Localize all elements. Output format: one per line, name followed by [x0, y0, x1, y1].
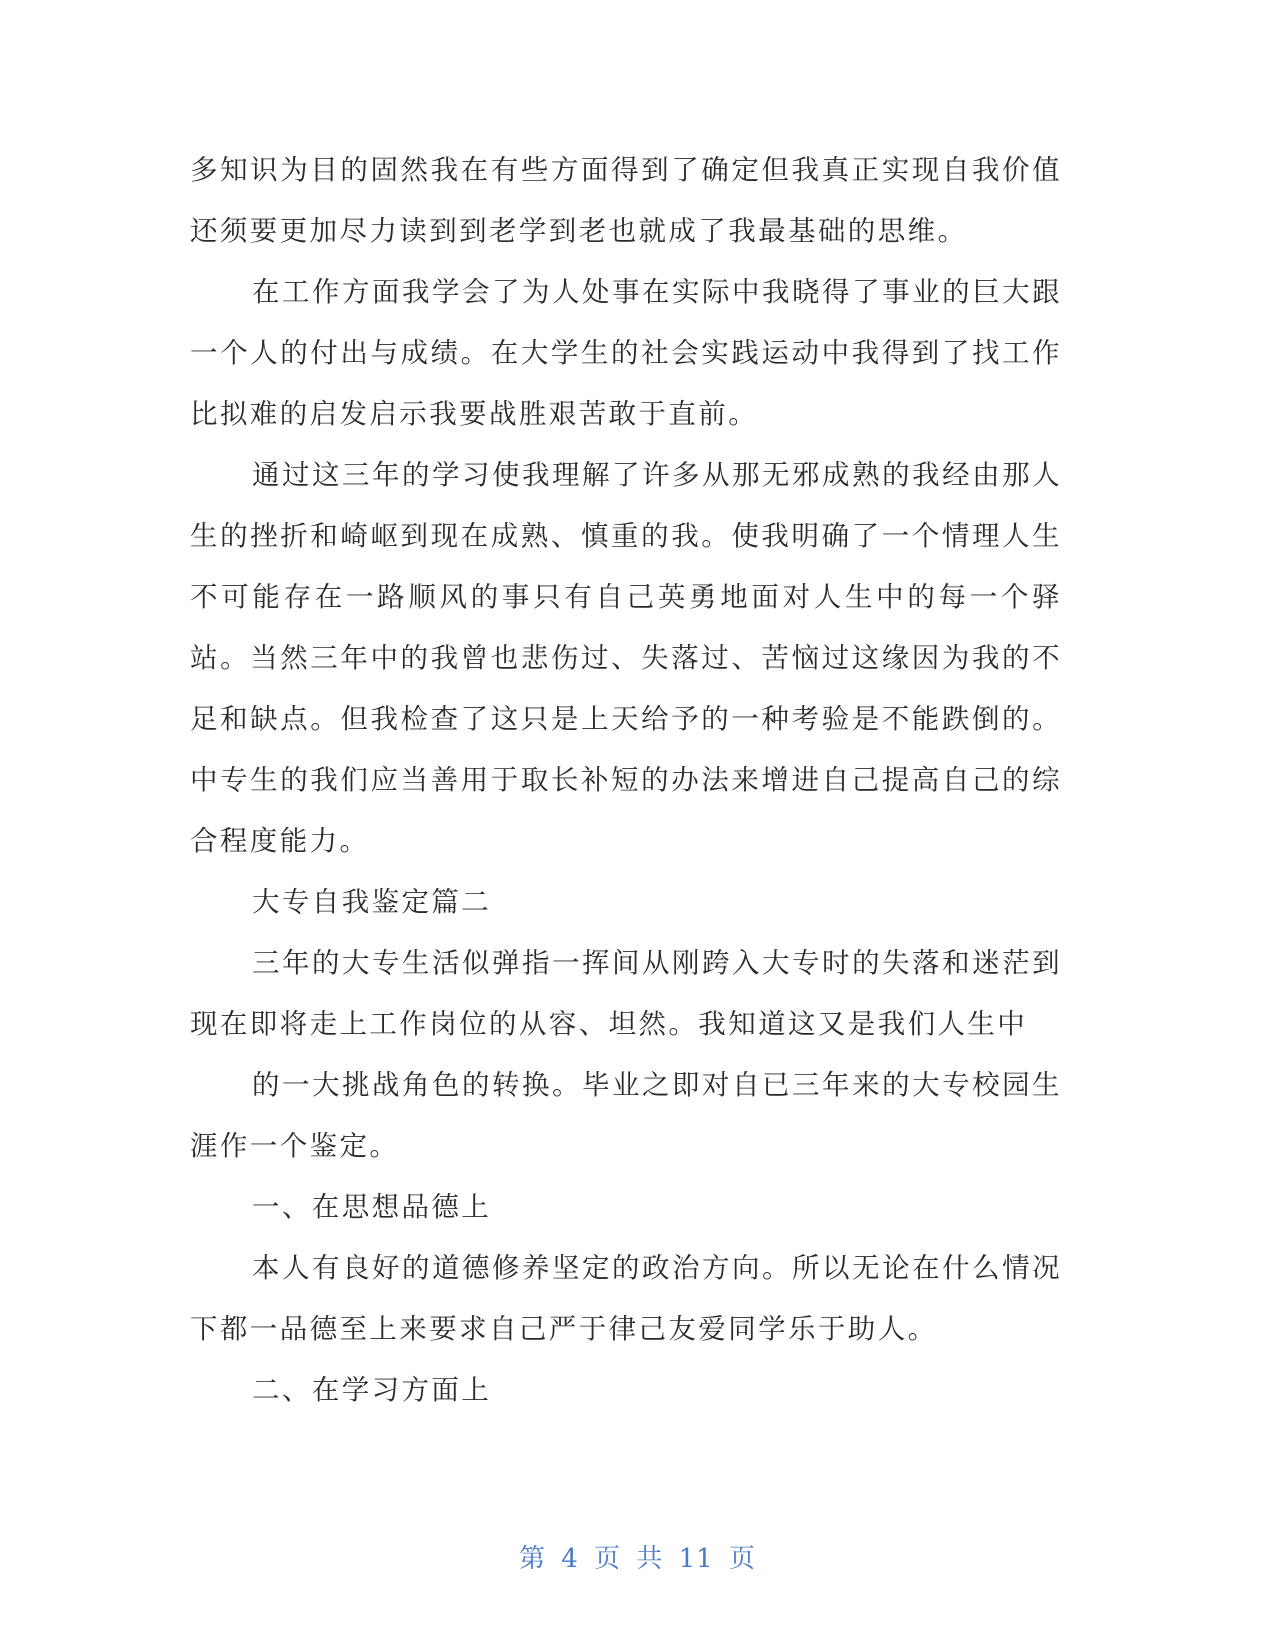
- paragraph-5: 三年的大专生活似弹指一挥间从刚跨入大专时的失落和迷茫到现在即将走上工作岗位的从容、坦然。我知道这又是我们人生中: [190, 947, 1062, 1040]
- paragraph-3: 通过这三年的学习使我理解了许多从那无邪成熟的我经由那人生的挫折和崎岖到现在成熟、慎重的我。使我明确了一个情理人生不可能存在一路顺风的事只有自己英勇地面对人生中的每一个驿站。当然三年中的我曾也悲伤过、失落过、苦恼过这缘因为我的不足和缺点。但我检查了这只是上天给予的一种考验是不能跌倒的。中专生的我们应当善用于取长补短的办法来增进自己提高自己的综合程度能力。: [190, 459, 1062, 857]
- section-heading-part-two: 大专自我鉴定篇二: [252, 886, 492, 918]
- subheading-study: 二、在学习方面上: [252, 1374, 492, 1406]
- paragraph-2: 在工作方面我学会了为人处事在实际中我晓得了事业的巨大跟一个人的付出与成绩。在大学生的社会实践运动中我得到了找工作比拟难的启发启示我要战胜艰苦敢于直前。: [190, 276, 1062, 430]
- subheading-morality: 一、在思想品德上: [252, 1191, 492, 1223]
- page-number-footer: 第 4 页 共 11 页: [519, 1544, 756, 1574]
- paragraph-1: 多知识为目的固然我在有些方面得到了确定但我真正实现自我价值还须要更加尽力读到到老学到老也就成了我最基础的思维。: [190, 154, 1062, 247]
- paragraph-6: 的一大挑战角色的转换。毕业之即对自已三年来的大专校园生涯作一个鉴定。: [190, 1069, 1062, 1162]
- document-body: [190, 140, 1062, 1421]
- paragraph-8: 本人有良好的道德修养坚定的政治方向。所以无论在什么情况下都一品德至上来要求自己严于律己友爱同学乐于助人。: [190, 1252, 1062, 1345]
